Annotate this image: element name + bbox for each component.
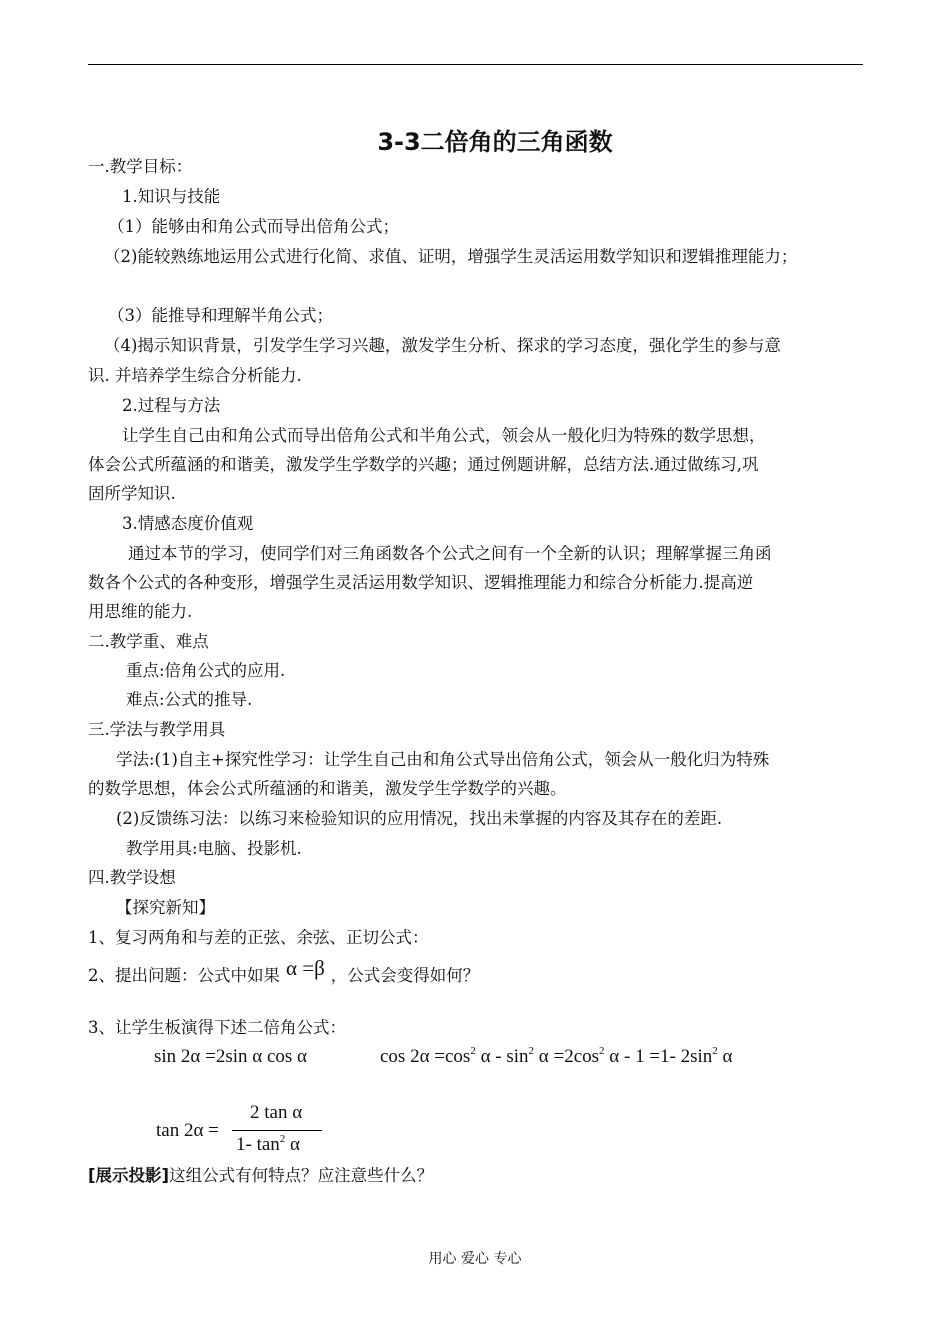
- projection-line: [88, 1165, 433, 1187]
- tan-numerator: 2 tan α: [250, 1102, 303, 1123]
- cos-part: cos 2α =cos: [380, 1046, 471, 1067]
- text-line: 通过本节的学习，使同学们对三角函数各个公式之间有一个全新的认识；理解掌握三角函: [128, 544, 772, 563]
- section-heading: 二.教学重、难点: [88, 632, 209, 651]
- question-tail: ，公式会变得如何？: [330, 966, 480, 985]
- text-line: 教学用具:电脑、投影机.: [126, 839, 302, 858]
- cos-part: α: [722, 1046, 733, 1067]
- denominator-part: 1- tan: [236, 1134, 280, 1155]
- text-line: 3、让学生板演得下述二倍角公式：: [88, 1018, 346, 1037]
- section-heading: 三.学法与教学用具: [88, 720, 226, 739]
- text-line: 【探究新知】: [116, 898, 215, 917]
- sin-double-angle-formula: sin 2α =2sin α cos α: [154, 1046, 308, 1067]
- header-rule: [88, 64, 863, 65]
- page-title: 3-3二倍角的三角函数: [377, 128, 613, 156]
- subsection-heading: 1.知识与技能: [122, 187, 221, 206]
- text-line: 难点:公式的推导.: [126, 690, 253, 709]
- question-text: 2、提出问题：公式中如果: [88, 966, 280, 985]
- text-line: 数各个公式的各种变形，增强学生灵活运用数学知识、逻辑推理能力和综合分析能力.提高逆: [88, 573, 754, 592]
- fraction-bar: [232, 1130, 322, 1131]
- section-heading: 四.教学设想: [88, 868, 176, 887]
- denominator-part: α: [290, 1134, 301, 1155]
- exponent: 2: [279, 1133, 286, 1145]
- text-line: 学法:(1)自主+探究性学习：让学生自己由和角公式导出倍角公式，领会从一般化归为特殊: [116, 750, 770, 769]
- text-line: （1）能够由和角公式而导出倍角公式；: [108, 217, 399, 236]
- text-line: （4)揭示知识背景，引发学生学习兴趣，激发学生分析、探求的学习态度，强化学生的参与意: [104, 336, 781, 355]
- text-line: 用思维的能力.: [88, 602, 193, 621]
- alpha-equals-beta: α =β: [286, 956, 325, 980]
- cos-part: α =2cos: [538, 1046, 600, 1067]
- text-line: 的数学思想，体会公式所蕴涵的和谐美，激发学生学数学的兴趣。: [88, 779, 567, 798]
- page-footer: 用心 爱心 专心: [428, 1251, 522, 1267]
- exponent: 2: [528, 1045, 535, 1057]
- text-line: 1、复习两角和与差的正弦、余弦、正切公式：: [88, 928, 429, 947]
- cos-part: α - 1 =1- 2sin: [609, 1046, 713, 1067]
- tan-denominator: [236, 1134, 300, 1156]
- cos-part: α - sin: [480, 1046, 529, 1067]
- text-line: （3）能推导和理解半角公式；: [108, 306, 333, 325]
- text-line: 体会公式所蕴涵的和谐美，激发学生学数学的兴趣；通过例题讲解，总结方法.通过做练习,巩: [88, 455, 759, 474]
- text-line: 识. 并培养学生综合分析能力.: [88, 366, 302, 385]
- text-line: 固所学知识.: [88, 484, 176, 503]
- text-line: （2)能较熟练地运用公式进行化简、求值、证明，增强学生灵活运用数学知识和逻辑推理能力；: [104, 247, 798, 266]
- subsection-heading: 2.过程与方法: [122, 396, 221, 415]
- exponent: 2: [470, 1045, 476, 1057]
- text-line: (2)反馈练习法：以练习来检验知识的应用情况，找出未掌握的内容及其存在的差距.: [116, 809, 723, 828]
- subsection-heading: 3.情感态度价值观: [122, 514, 254, 533]
- exponent: 2: [712, 1045, 718, 1057]
- question-line: [88, 956, 480, 987]
- cos-double-angle-formula: [380, 1046, 733, 1070]
- text-line: 让学生自己由和角公式而导出倍角公式和半角公式，领会从一般化归为特殊的数学思想，: [122, 426, 766, 445]
- projection-text: 这组公式有何特点？应注意些什么？: [169, 1166, 434, 1185]
- tan-lhs: tan 2α =: [156, 1120, 219, 1141]
- text-line: 重点:倍角公式的应用.: [126, 661, 286, 680]
- exponent: 2: [599, 1045, 605, 1057]
- projection-label: [展示投影]: [88, 1166, 170, 1185]
- section-heading: 一.教学目标：: [88, 157, 193, 176]
